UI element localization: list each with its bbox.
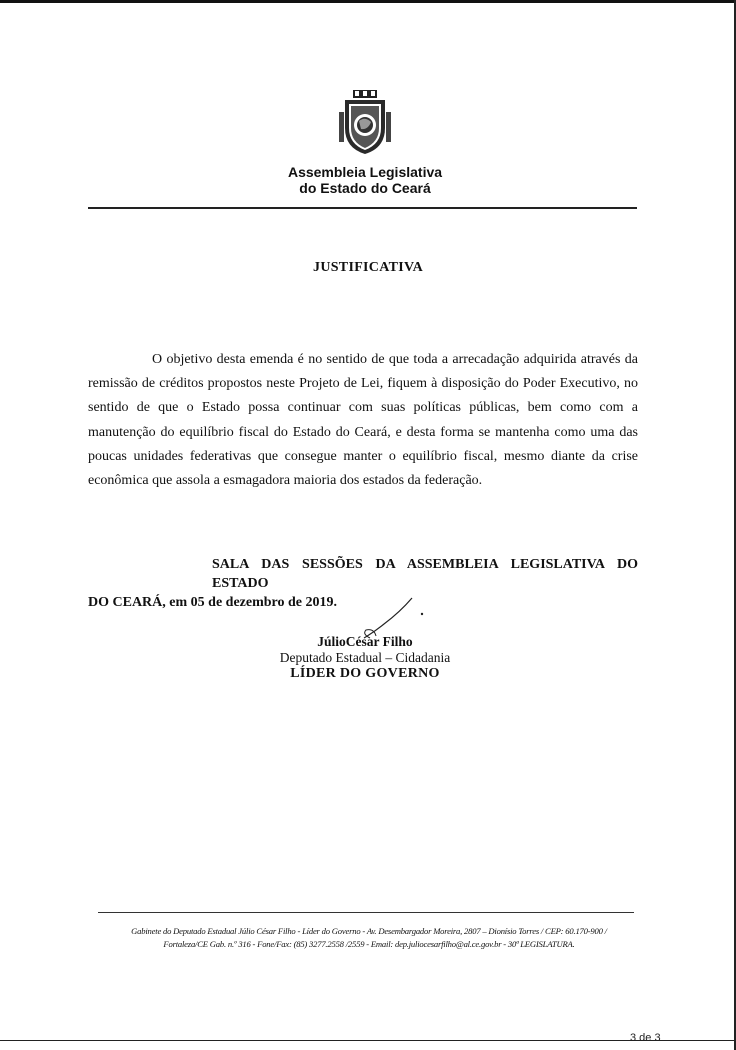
header-divider [88,207,637,209]
page-indicator: 3 de 3 [630,1032,661,1044]
org-name-line2: do Estado do Ceará [299,180,431,196]
scan-top-edge [0,0,736,3]
footer-address-line2: Fortaleza/CE Gab. n.º 316 - Fone/Fax: (85) 3277.2558 /2559 - Email: dep.juliocesarfilho@al.ce.gov.br - 30ª LEGISLATURA. [163,939,575,949]
coat-of-arms-seal [331,88,399,156]
signer-title: LÍDER DO GOVERNO [290,666,440,681]
justification-paragraph: O objetivo desta emenda é no sentido de que toda a arrecadação adquirida através da remissão de créditos propostos neste Projeto de Lei, fiquem à disposição do Poder Executivo, no sentido de que o Estado possa continuar com suas políticas públicas, bem como com a manutenção do equilíbrio fiscal do Estado do Ceará, e desta forma se mantenha como uma das poucas unidades federativas que consegue manter o equilíbrio fiscal, mesmo diante da crise econômica que assola a esmagadora maioria dos estados da federação. [88,352,638,489]
page-bottom-rule [0,1040,736,1041]
closing-line-2: DO CEARÁ, em 05 de dezembro de 2019. [88,595,337,610]
closing-line-1: SALA DAS SESSÕES DA ASSEMBLEIA LEGISLATIVA DO ESTADO [212,557,638,591]
footer-divider [98,912,634,913]
org-name-line1: Assembleia Legislativa [287,164,443,180]
signer-name: JúlioCésar Filho [317,634,413,649]
justification-body [88,348,638,493]
document-title: JUSTIFICATIVA [313,260,423,275]
footer-address-line1: Gabinete do Deputado Estadual Júlio César Filho - Líder do Governo - Av. Desembargador Moreira, 2807 – Dionísio Torres / CEP: 60.170-900 / [131,926,607,936]
signer-role: Deputado Estadual – Cidadania [279,650,451,665]
